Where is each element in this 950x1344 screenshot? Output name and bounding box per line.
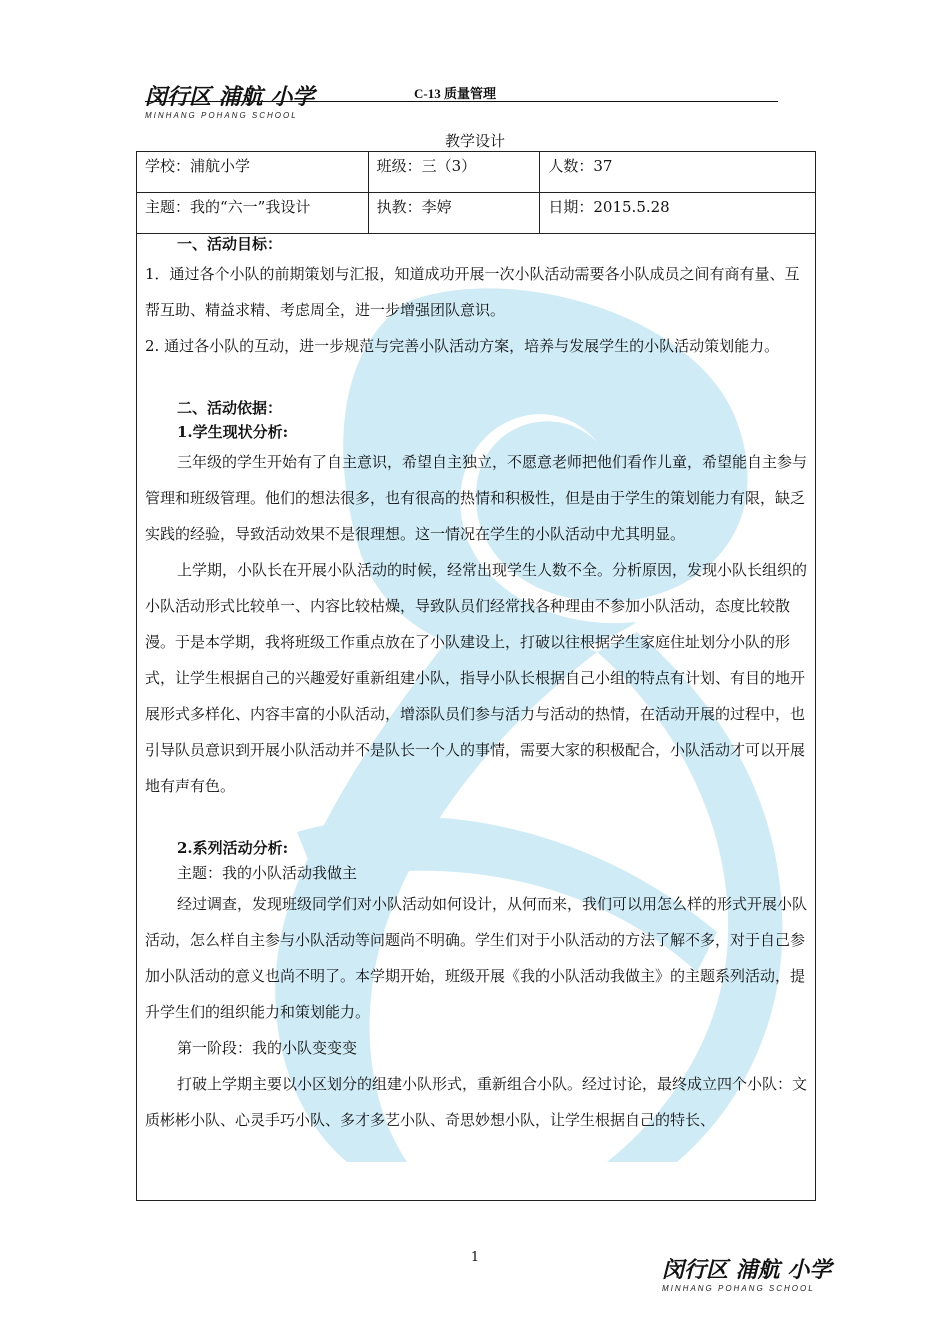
- info-cell-theme: 主题：我的“六一”我设计: [137, 193, 369, 234]
- paragraph: 打破上学期主要以小区划分的组建小队形式，重新组合小队。经过讨论，最终成立四个小队：文质彬彬小队、心灵手巧小队、多才多艺小队、奇思妙想小队，让学生根据自己的特长、: [145, 1075, 808, 1129]
- theme-line: 主题：我的小队活动我做主: [177, 864, 358, 882]
- section-heading: 一、活动目标：: [177, 235, 283, 253]
- logo-chinese-text: 闵行区 浦航 小学: [145, 85, 315, 110]
- info-table: [136, 151, 816, 234]
- subsection-heading: 1.学生现状分析:: [177, 423, 289, 441]
- logo-english-text: MINHANG POHANG SCHOOL: [145, 111, 298, 120]
- page-number: 1: [470, 1250, 480, 1265]
- stage-heading: 第一阶段：我的小队变变变: [177, 1039, 358, 1057]
- info-cell-school: 学校：浦航小学: [137, 152, 369, 193]
- school-logo-footer: [662, 1253, 831, 1293]
- logo-english-text: MINHANG POHANG SCHOOL: [662, 1284, 815, 1293]
- info-cell-date: 日期：2015.5.28: [540, 193, 816, 234]
- header-rule: [145, 101, 778, 102]
- header-code-label: C-13 质量管理: [414, 86, 496, 101]
- info-cell-class: 班级：三（3）: [368, 152, 540, 193]
- document-title: 教学设计: [444, 132, 505, 150]
- paragraph: 经过调查，发现班级同学们对小队活动如何设计，从何而来，我们可以用怎么样的形式开展小队活动，怎么样自主参与小队活动等问题尚不明确。学生们对于小队活动的方法了解不多，对于自己参加小队活动的意义也尚不明了。本学期开始，班级开展《我的小队活动我做主》的主题系列活动，提升学生们的组织能力和策划能力。: [145, 895, 808, 1021]
- school-logo-header: [145, 80, 314, 120]
- info-row: [137, 193, 816, 234]
- spacer: [145, 364, 807, 396]
- subsection-heading: 2.系列活动分析:: [177, 839, 289, 857]
- info-row: [137, 152, 816, 193]
- content-box: [136, 232, 816, 1201]
- paragraph: 上学期，小队长在开展小队活动的时候，经常出现学生人数不全。分析原因，发现小队长组织的小队活动形式比较单一、内容比较枯燥，导致队员们经常找各种理由不参加小队活动，态度比较散漫。于是本学期，我将班级工作重点放在了小队建设上，打破以往根据学生家庭住址划分小队的形式，让学生根据自己的兴趣爱好重新组建小队，指导小队长根据自己小组的特点有计划、有目的地开展形式多样化、内容丰富的小队活动，增添队员们参与活力与活动的热情，在活动开展的过程中，也引导队员意识到开展小队活动并不是队长一个人的事情，需要大家的积极配合，小队活动才可以开展地有声有色。: [145, 561, 808, 795]
- spacer: [145, 804, 807, 836]
- logo-chinese-text: 闵行区 浦航 小学: [662, 1258, 832, 1283]
- content-body: [137, 232, 815, 1138]
- info-cell-teacher: 执教：李婷: [368, 193, 540, 234]
- paragraph: 三年级的学生开始有了自主意识，希望自主独立，不愿意老师把他们看作儿童，希望能自主参与管理和班级管理。他们的想法很多，也有很高的热情和积极性，但是由于学生的策划能力有限，缺乏实践的经验，导致活动效果不是很理想。这一情况在学生的小队活动中尤其明显。: [145, 453, 808, 543]
- info-cell-count: 人数：37: [540, 152, 816, 193]
- paragraph: 2. 通过各小队的互动，进一步规范与完善小队活动方案，培养与发展学生的小队活动策划能力。: [145, 337, 780, 355]
- paragraph: 1．通过各个小队的前期策划与汇报，知道成功开展一次小队活动需要各小队成员之间有商有量、互帮互助、精益求精、考虑周全，进一步增强团队意识。: [145, 265, 800, 319]
- section-heading: 二、活动依据：: [177, 399, 283, 417]
